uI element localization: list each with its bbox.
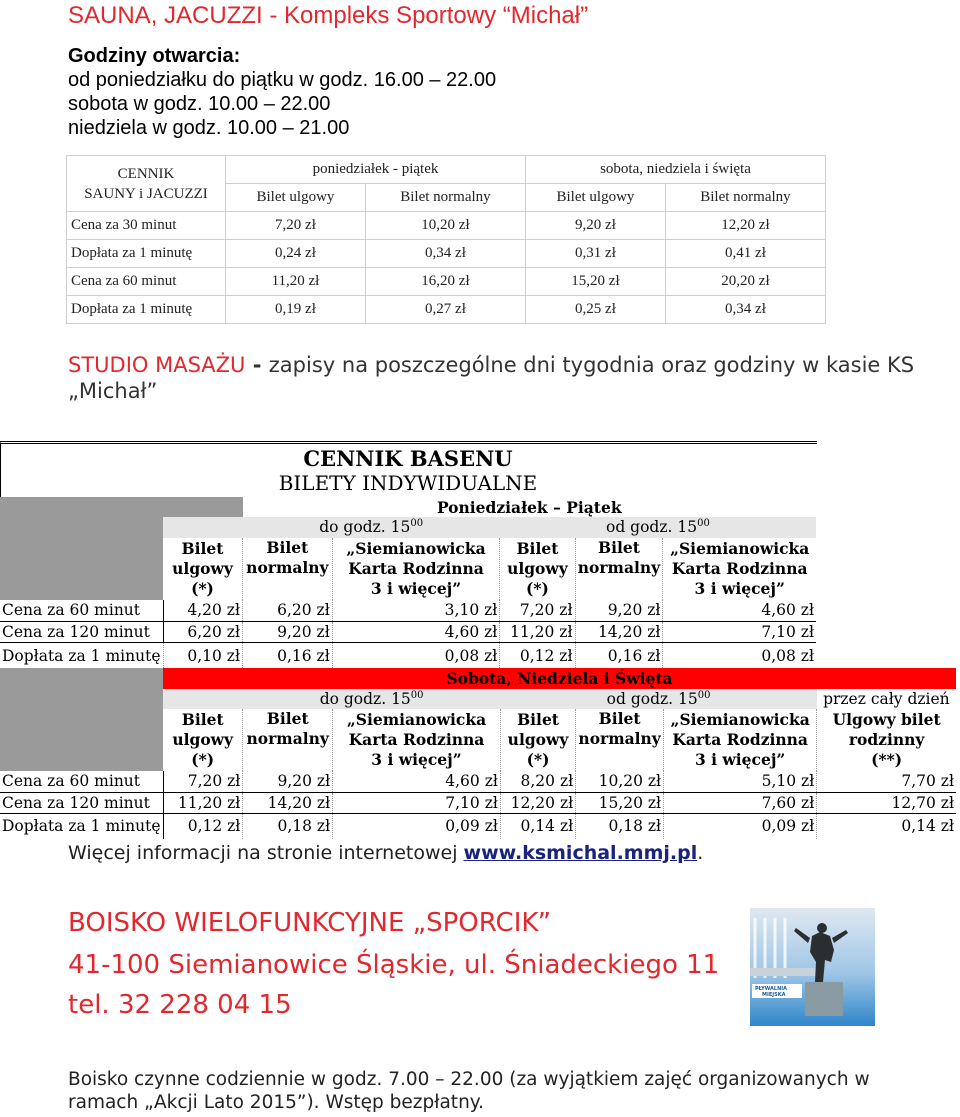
price-cell: 7,20 zł [163,771,243,792]
price-cell: 0,08 zł [761,647,814,666]
pool-title: CENNIK BASENU [303,446,513,471]
price-cell: 0,41 zł [665,240,825,268]
header-siemianowicka [663,538,816,600]
hours-heading: Godziny otwarcia: [68,45,241,67]
time-sup: 00 [697,689,711,701]
price-cell: 0,34 zł [665,296,825,324]
time-sup: 00 [410,689,424,701]
hdr-line: (**) [871,750,903,769]
more-info [68,842,703,864]
price-cell: 8,20 zł [500,771,575,792]
gray-cell [0,517,163,538]
hours-saturday: sobota w godz. 10.00 – 22.00 [68,93,331,115]
pool-weekday-table [0,497,816,670]
header-family [817,709,956,771]
studio-masazu [68,352,918,404]
price-cell: 0,34 zł [365,240,525,268]
col-header: Bilet ulgowy [226,184,366,212]
hdr-line: Karta Rodzinna [671,559,808,578]
header-ulgowy [163,538,243,600]
hdr-line: (*) [191,579,214,598]
hdr-line: Ulgowy bilet [832,710,941,729]
row-label: Cena za 30 minut [67,212,226,240]
header-siemianowicka [332,538,500,600]
pool-subtitle-text: BILETY INDYWIDUALNE [278,471,538,495]
price-cell: 7,20 zł [226,212,366,240]
price-cell: 9,20 zł [243,621,333,642]
col-header: Bilet normalny [665,184,825,212]
hdr-line: „Siemianowicka [346,710,487,729]
row-label: Cena za 60 minut [0,600,163,621]
row-label: Dopłata za 1 minutę [67,296,226,324]
price-cell: 7,70 zł [817,771,956,792]
price-cell: 15,20 zł [525,268,665,296]
price-cell: 9,20 zł [243,771,333,792]
header-normalny [575,538,663,600]
price-cell: 0,14 zł [500,813,575,839]
gray-cell [0,689,163,709]
price-cell: 9,20 zł [575,600,663,621]
hdr-line: „Siemianowicka [346,539,486,558]
gray-cell [163,497,243,517]
price-cell: 0,24 zł [226,240,366,268]
header-ulgowy [500,709,575,771]
hdr-line: ulgowy [172,730,234,749]
col-header: Bilet normalny [365,184,525,212]
time-before-text: do godz. 15 [319,518,411,537]
table-row [0,600,816,621]
price-cell: 10,20 zł [576,771,664,792]
header-siemianowicka [333,709,501,771]
hdr-line: Karta Rodzinna [672,730,808,749]
more-info-text: Więcej informacji na stronie internetowej [68,842,464,864]
hdr-line: „Siemianowicka [670,710,810,729]
hdr-line: ulgowy [507,559,568,578]
price-cell: 11,20 zł [163,792,243,813]
table-row [67,212,826,240]
price-cell: 14,20 zł [575,621,663,642]
price-cell: 0,10 zł [163,642,243,670]
table-row [0,792,956,813]
opening-hours [68,44,496,140]
header-ulgowy [163,709,243,771]
price-cell: 16,20 zł [365,268,525,296]
sauna-title: SAUNA, JACUZZI - Kompleks Sportowy “Michał” [68,2,589,29]
price-cell: 7,10 zł [663,621,816,642]
hdr-line: (*) [526,750,550,769]
gray-cell [0,538,163,600]
boisko-address: 41-100 Siemianowice Śląskie, ul. Śniadeckiego 11 [68,950,720,980]
hours-sunday: niedziela w godz. 10.00 – 21.00 [68,117,350,139]
row-label: Dopłata za 1 minutę [0,642,163,670]
row-label: Dopłata za 1 minutę [0,813,163,839]
price-cell: 0,18 zł [576,813,664,839]
row-label: Cena za 120 minut [0,792,163,813]
price-cell: 7,20 zł [500,600,575,621]
sauna-group-weekday: poniedziałek - piątek [226,156,526,184]
price-cell: 0,14 zł [901,817,954,836]
price-cell: 0,08 zł [332,642,500,670]
price-cell: 4,60 zł [332,621,500,642]
time-before [243,517,500,538]
price-cell: 4,20 zł [163,600,243,621]
price-cell: 9,20 zł [525,212,665,240]
header-ulgowy [500,538,575,600]
sauna-table-corner [67,156,226,212]
hdr-line: Bilet [181,539,224,558]
col-header: Bilet ulgowy [525,184,665,212]
row-label: Cena za 60 minut [67,268,226,296]
boisko-phone: tel. 32 228 04 15 [68,990,292,1020]
hdr-line: Karta Rodzinna [348,730,485,749]
hdr-line: 3 i więcej” [370,579,462,598]
time-sup: 00 [697,518,710,530]
price-cell: 0,16 zł [243,642,333,670]
boisko-title: BOISKO WIELOFUNKCYJNE „SPORCIK” [68,908,552,938]
price-cell: 12,70 zł [817,792,956,813]
studio-title: STUDIO MASAŻU [68,353,246,377]
header-normalny [576,709,664,771]
hdr-line: 3 i więcej” [694,579,785,598]
logo-text: MIEJSKA [762,992,786,998]
price-cell: 0,09 zł [333,813,501,839]
table-row [0,771,956,792]
more-info-end: . [697,842,704,864]
time-before-text: do godz. 15 [319,690,411,709]
gray-cell [0,668,163,689]
price-cell: 20,20 zł [665,268,825,296]
price-cell: 15,20 zł [576,792,664,813]
header-siemianowicka [664,709,817,771]
hdr-line: Bilet [598,538,640,557]
pool-weekend-table [0,668,956,839]
hdr-line: 3 i więcej” [694,750,786,769]
hdr-line: Bilet [516,539,559,558]
hdr-line: normalny [578,729,661,748]
hdr-line: ulgowy [507,730,569,749]
hdr-line: ulgowy [172,559,233,578]
studio-dash: - [245,353,269,377]
price-cell: 12,20 zł [665,212,825,240]
hdr-line: Bilet [598,709,641,728]
table-row [67,268,826,296]
corner-line: SAUNY i JACUZZI [84,185,208,202]
hdr-line: „Siemianowicka [670,539,810,558]
logo-text: PŁYWALNIA [755,986,787,992]
price-cell: 0,09 zł [664,813,817,839]
table-row [0,621,816,642]
pool-subtitle [0,471,900,495]
website-link[interactable]: www.ksmichal.mmj.pl [463,842,698,864]
light-cell [163,689,243,709]
hdr-line: Karta Rodzinna [348,559,484,578]
table-row [0,813,956,839]
sauna-group-weekend: sobota, niedziela i święta [525,156,825,184]
swimmer-statue-icon [750,908,875,1026]
price-cell: 4,60 zł [663,600,816,621]
light-cell [163,517,243,538]
row-label: Cena za 120 minut [0,621,163,642]
corner-line: CENNIK [117,165,175,182]
time-before [243,689,501,709]
table-row [67,240,826,268]
hdr-line: normalny [246,558,329,577]
header-normalny [243,538,333,600]
sauna-price-table [66,155,826,324]
price-cell: 11,20 zł [226,268,366,296]
weekend-heading: Sobota, Niedziela i Święta [163,668,956,689]
price-cell: 4,60 zł [333,771,501,792]
price-cell: 0,25 zł [525,296,665,324]
price-cell: 0,16 zł [575,642,663,670]
table-row [0,642,816,670]
studio-text: zapisy na poszczególne dni tygodnia oraz godziny w kasie KS „Michał” [68,353,915,403]
hdr-line: normalny [246,729,329,748]
price-cell: 6,20 zł [163,621,243,642]
price-cell: 7,60 zł [664,792,817,813]
price-cell: 0,27 zł [365,296,525,324]
hdr-line: Bilet [181,710,224,729]
hdr-line: normalny [577,558,661,577]
hdr-line: Bilet [517,710,559,729]
hdr-line: 3 i więcej” [371,750,462,769]
hdr-line: Bilet [266,709,309,728]
plywalnia-logo [750,908,875,1026]
gray-cell [0,709,163,771]
time-after [500,689,816,709]
row-label: Cena za 60 minut [0,771,163,792]
price-cell: 0,31 zł [525,240,665,268]
price-cell: 0,19 zł [226,296,366,324]
price-cell: 0,12 zł [500,642,575,670]
price-cell: 7,10 zł [333,792,501,813]
time-after [500,517,816,538]
time-allday: przez cały dzień [823,690,950,708]
time-after-text: od godz. 15 [606,690,698,709]
price-cell: 3,10 zł [332,600,500,621]
table-row [67,296,826,324]
hdr-line: rodzinny [848,730,925,749]
row-label: Dopłata za 1 minutę [67,240,226,268]
price-cell: 6,20 zł [243,600,333,621]
hours-weekday: od poniedziałku do piątku w godz. 16.00 – 22.00 [68,69,497,91]
price-cell: 0,18 zł [243,813,333,839]
time-after-text: od godz. 15 [605,518,698,537]
price-cell: 11,20 zł [500,621,575,642]
price-cell: 10,20 zł [365,212,525,240]
weekday-heading: Poniedziałek – Piątek [436,497,622,517]
hdr-line: (*) [191,750,215,769]
boisko-description: Boisko czynne codziennie w godz. 7.00 – 22.00 (za wyjątkiem zajęć organizowanych w ramach „Akcji Lato 2015”). Wstęp bezpłatny. [68,1069,870,1113]
gray-cell [0,497,163,517]
time-sup: 00 [410,518,424,530]
hdr-line: (*) [526,579,549,598]
price-cell: 14,20 zł [243,792,333,813]
price-cell: 12,20 zł [500,792,575,813]
price-cell: 0,12 zł [163,813,243,839]
hdr-line: Bilet [266,538,309,557]
price-cell: 5,10 zł [664,771,817,792]
header-normalny [243,709,333,771]
